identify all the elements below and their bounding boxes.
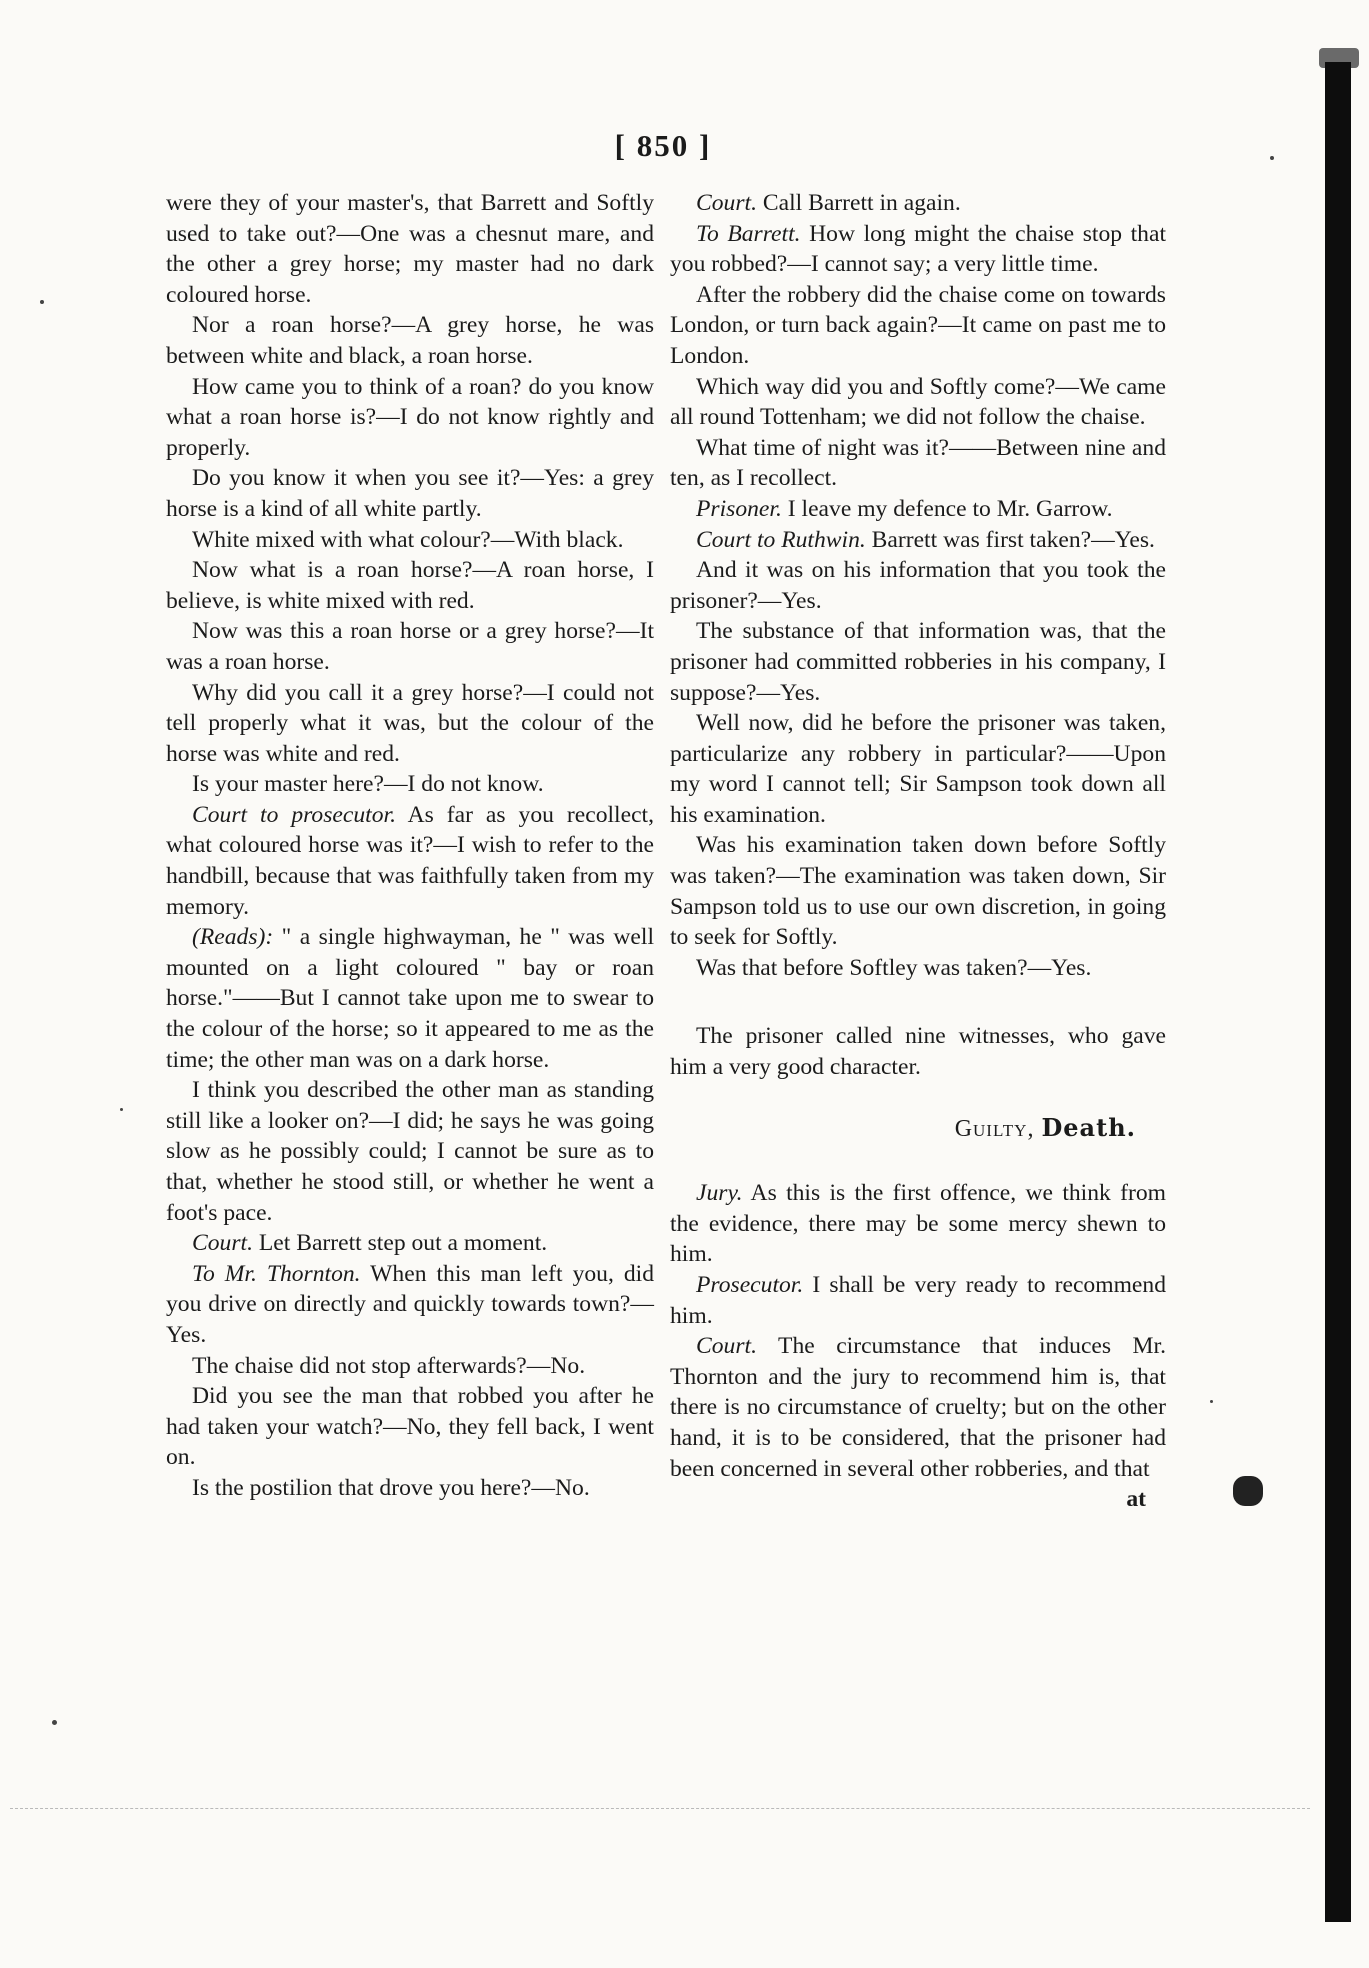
- ink-speck: [52, 1720, 57, 1725]
- paragraph: Was that before Softley was taken?—Yes.: [696, 954, 1092, 981]
- paragraph: [670, 1331, 1166, 1484]
- paragraph-text: How long might the chaise stop that you robbed?—I cannot say; a very little time.: [670, 220, 1167, 278]
- paragraph-text: I shall be very ready to recommend him.: [670, 1272, 1166, 1329]
- paragraph-text: Let Barrett step out a moment.: [252, 1230, 548, 1257]
- speaker-label: Prosecutor.: [696, 1272, 804, 1298]
- right-column: [670, 188, 1166, 1515]
- paragraph: [670, 525, 1166, 556]
- paragraph: I think you described the other man as standing still like a looker on?—I did; he says he was going slow as he possibly could; I cannot be sure as to that, whether he stood still, or whether he went a foot's pace.: [166, 1077, 654, 1226]
- paragraph: Is the postilion that drove you here?—No.: [192, 1474, 590, 1501]
- speaker-label: To Mr. Thornton.: [192, 1260, 361, 1287]
- speaker-label: Court.: [192, 1230, 253, 1257]
- verdict-guilty: Guilty,: [954, 1115, 1035, 1142]
- ink-speck: [1270, 156, 1274, 160]
- paragraph-text: Call Barrett in again.: [756, 190, 961, 216]
- paragraph: The substance of that information was, that the prisoner had committed robberies in his company, I suppose?—Yes.: [670, 618, 1166, 706]
- paragraph: And it was on his information that you took the prisoner?—Yes.: [670, 557, 1166, 614]
- paragraph: [670, 219, 1166, 280]
- section-gap: [670, 983, 1166, 1021]
- paragraph: Why did you call it a grey horse?—I could not tell properly what it was, but the colour of the horse was white and red.: [166, 679, 654, 767]
- speaker-label: Court to prosecutor.: [192, 801, 396, 828]
- paragraph-text: As this is the first offence, we think from the evidence, there may be some mercy shewn to him.: [670, 1180, 1166, 1268]
- paragraph-text: When this man left you, did you drive on directly and quickly towards town?—Yes.: [166, 1260, 654, 1348]
- paragraph: [670, 188, 1166, 219]
- paragraph: [166, 800, 654, 922]
- paragraph: [166, 922, 654, 1075]
- paragraph-text: I leave my defence to Mr. Garrow.: [781, 495, 1113, 522]
- catchword: at: [1126, 1486, 1146, 1513]
- paragraph-text: As far as you recollect, what coloured horse was it?—I wish to refer to the handbill, because that was faithfully taken from my memory.: [166, 801, 654, 920]
- paragraph: were they of your master's, that Barrett and Softly used to take out?—One was a chesnut mare, and the other a grey horse; my master had no dark coloured horse.: [166, 190, 654, 308]
- verdict: [670, 1113, 1166, 1145]
- verdict-death: Death.: [1041, 1112, 1136, 1142]
- ink-blot: [1233, 1476, 1263, 1506]
- paragraph: [670, 494, 1166, 525]
- paragraph: The prisoner called nine witnesses, who gave him a very good character.: [670, 1023, 1166, 1081]
- paragraph: The chaise did not stop afterwards?—No.: [192, 1352, 586, 1379]
- paragraph: White mixed with what colour?—With black.: [192, 526, 624, 553]
- paragraph: Now was this a roan horse or a grey horse?—It was a roan horse.: [166, 618, 654, 675]
- page-number: [ 850 ]: [614, 128, 712, 163]
- paragraph: Which way did you and Softly come?—We came all round Tottenham; we did not follow the chaise.: [670, 373, 1166, 431]
- paragraph: [166, 1228, 654, 1259]
- paragraph: [166, 1259, 654, 1351]
- speaker-label: Prisoner.: [696, 495, 782, 522]
- paragraph: [670, 1178, 1166, 1270]
- scan-edge-shadow: [1325, 62, 1351, 1922]
- speaker-label: (Reads):: [192, 924, 274, 951]
- paragraph: Well now, did he before the prisoner was taken, particularize any robbery in particular?——Upon my word I cannot tell; Sir Sampson took down all his examination.: [670, 710, 1166, 828]
- ink-speck: [40, 300, 44, 304]
- paragraph-text: " a single highwayman, he " was well mounted on a light coloured " bay or roan horse."——But I cannot take upon me to swear to the colour of the horse; so it appeared to me as the time; the other man was on a dark horse.: [166, 924, 654, 1073]
- speaker-label: Court.: [696, 1333, 757, 1360]
- left-column: [166, 188, 654, 1504]
- scan-rule-line: [10, 1808, 1310, 1809]
- paragraph-text: The circumstance that induces Mr. Thornton and the jury to recommend him is, that there is no circumstance of cruelty; but on the other hand, it is to be considered, that the prisoner had been concerned in several other robberies, and that: [670, 1333, 1166, 1482]
- paragraph-text: Barrett was first taken?—Yes.: [865, 526, 1155, 553]
- paragraph: Was his examination taken down before Softly was taken?—The examination was taken down, Sir Sampson told us to use our own discretion, in going to seek for Softly.: [670, 832, 1166, 951]
- paragraph: Is your master here?—I do not know.: [192, 771, 544, 798]
- speaker-label: Court.: [696, 190, 757, 216]
- paragraph: What time of night was it?——Between nine and ten, as I recollect.: [670, 434, 1166, 492]
- speaker-label: To Barrett.: [696, 220, 801, 247]
- ink-speck: [120, 1108, 123, 1111]
- ink-speck: [1210, 1400, 1213, 1403]
- paragraph: After the robbery did the chaise come on towards London, or turn back again?—It came on past me to London.: [670, 281, 1166, 369]
- paragraph: How came you to think of a roan? do you know what a roan horse is?—I do not know rightly and properly.: [166, 373, 654, 461]
- paragraph: [670, 1270, 1166, 1331]
- speaker-label: Court to Ruthwin.: [696, 526, 866, 553]
- paragraph: Now what is a roan horse?—A roan horse, I believe, is white mixed with red.: [166, 557, 654, 614]
- paragraph: Did you see the man that robbed you after he had taken your watch?—No, they fell back, I went on.: [166, 1383, 654, 1471]
- paragraph: Nor a roan horse?—A grey horse, he was between white and black, a roan horse.: [166, 312, 654, 369]
- paragraph: Do you know it when you see it?—Yes: a grey horse is a kind of all white partly.: [166, 465, 654, 522]
- speaker-label: Jury.: [696, 1180, 743, 1207]
